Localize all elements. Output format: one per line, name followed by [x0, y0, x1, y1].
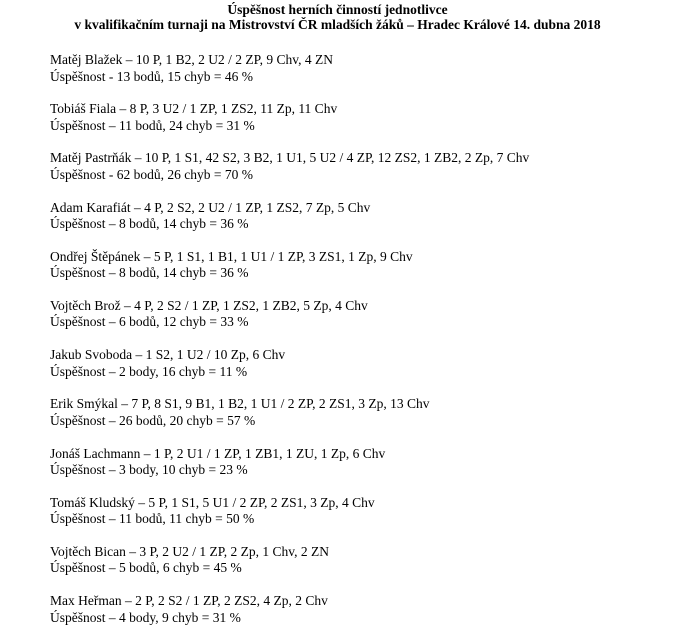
player-stats: Ondřej Štěpánek – 5 P, 1 S1, 1 B1, 1 U1 / 1 ZP, 3 ZS1, 1 Zp, 9 Chv — [50, 248, 413, 264]
player-success-rate: Úspěšnost – 8 bodů, 14 chyb = 36 % — [50, 265, 249, 281]
player-entry — [50, 200, 670, 249]
player-stats: Matěj Pastrňák – 10 P, 1 S1, 42 S2, 3 B2, 1 U1, 5 U2 / 4 ZP, 12 ZS2, 1 ZB2, 2 Zp, 7 Chv — [50, 150, 530, 166]
player-entry — [50, 52, 670, 101]
player-entry — [50, 446, 670, 495]
player-success-rate: Úspěšnost – 2 body, 16 chyb = 11 % — [50, 363, 248, 379]
player-success-rate: Úspěšnost - 62 bodů, 26 chyb = 70 % — [50, 166, 253, 182]
player-stats: Tobiáš Fiala – 8 P, 3 U2 / 1 ZP, 1 ZS2, 11 Zp, 11 Chv — [50, 101, 338, 117]
player-entry — [50, 396, 670, 445]
player-stats: Max Heřman – 2 P, 2 S2 / 1 ZP, 2 ZS2, 4 Zp, 2 Chv — [50, 593, 328, 609]
player-entry — [50, 298, 670, 347]
player-success-rate: Úspěšnost – 3 body, 10 chyb = 23 % — [50, 462, 248, 477]
player-stats: Erik Smýkal – 7 P, 8 S1, 9 B1, 1 B2, 1 U1 / 2 ZP, 2 ZS1, 3 Zp, 13 Chv — [50, 396, 430, 412]
player-stats: Adam Karafiát – 4 P, 2 S2, 2 U2 / 1 ZP, 1 ZS2, 7 Zp, 5 Chv — [50, 199, 371, 215]
player-stats: Jonáš Lachmann – 1 P, 2 U1 / 1 ZP, 1 ZB1, 1 ZU, 1 Zp, 6 Chv — [50, 445, 386, 461]
player-entry — [50, 544, 670, 593]
player-entry — [50, 249, 670, 298]
player-success-rate: Úspěšnost – 5 bodů, 6 chyb = 45 % — [50, 560, 242, 576]
player-success-rate: Úspěšnost – 8 bodů, 14 chyb = 36 % — [50, 216, 249, 232]
player-success-rate: Úspěšnost – 4 body, 9 chyb = 31 % — [50, 609, 241, 625]
player-success-rate: Úspěšnost - 13 bodů, 15 chyb = 46 % — [50, 68, 253, 84]
player-list — [50, 52, 670, 642]
document-subtitle: v kvalifikačním turnaji na Mistrovství ČR mladších žáků – Hradec Králové 14. dubna 2018 — [74, 17, 601, 32]
player-stats: Jakub Svoboda – 1 S2, 1 U2 / 10 Zp, 6 Chv — [50, 347, 286, 363]
player-stats: Tomáš Kludský – 5 P, 1 S1, 5 U1 / 2 ZP, 2 ZS1, 3 Zp, 4 Chv — [50, 494, 375, 510]
player-success-rate: Úspěšnost – 6 bodů, 12 chyb = 33 % — [50, 314, 249, 330]
player-entry — [50, 150, 670, 199]
player-success-rate: Úspěšnost – 11 bodů, 11 chyb = 50 % — [50, 511, 255, 527]
player-success-rate: Úspěšnost – 26 bodů, 20 chyb = 57 % — [50, 412, 256, 428]
document-title: Úspěšnost herních činností jednotlivce — [227, 2, 448, 17]
player-entry — [50, 593, 670, 642]
player-entry — [50, 495, 670, 544]
player-entry — [50, 101, 670, 150]
player-entry — [50, 347, 670, 396]
player-stats: Vojtěch Brož – 4 P, 2 S2 / 1 ZP, 1 ZS2, 1 ZB2, 5 Zp, 4 Chv — [50, 297, 368, 313]
player-stats: Matěj Blažek – 10 P, 1 B2, 2 U2 / 2 ZP, 9 Chv, 4 ZN — [50, 52, 333, 67]
player-success-rate: Úspěšnost – 11 bodů, 24 chyb = 31 % — [50, 117, 255, 133]
player-stats: Vojtěch Bican – 3 P, 2 U2 / 1 ZP, 2 Zp, 1 Chv, 2 ZN — [50, 543, 329, 559]
